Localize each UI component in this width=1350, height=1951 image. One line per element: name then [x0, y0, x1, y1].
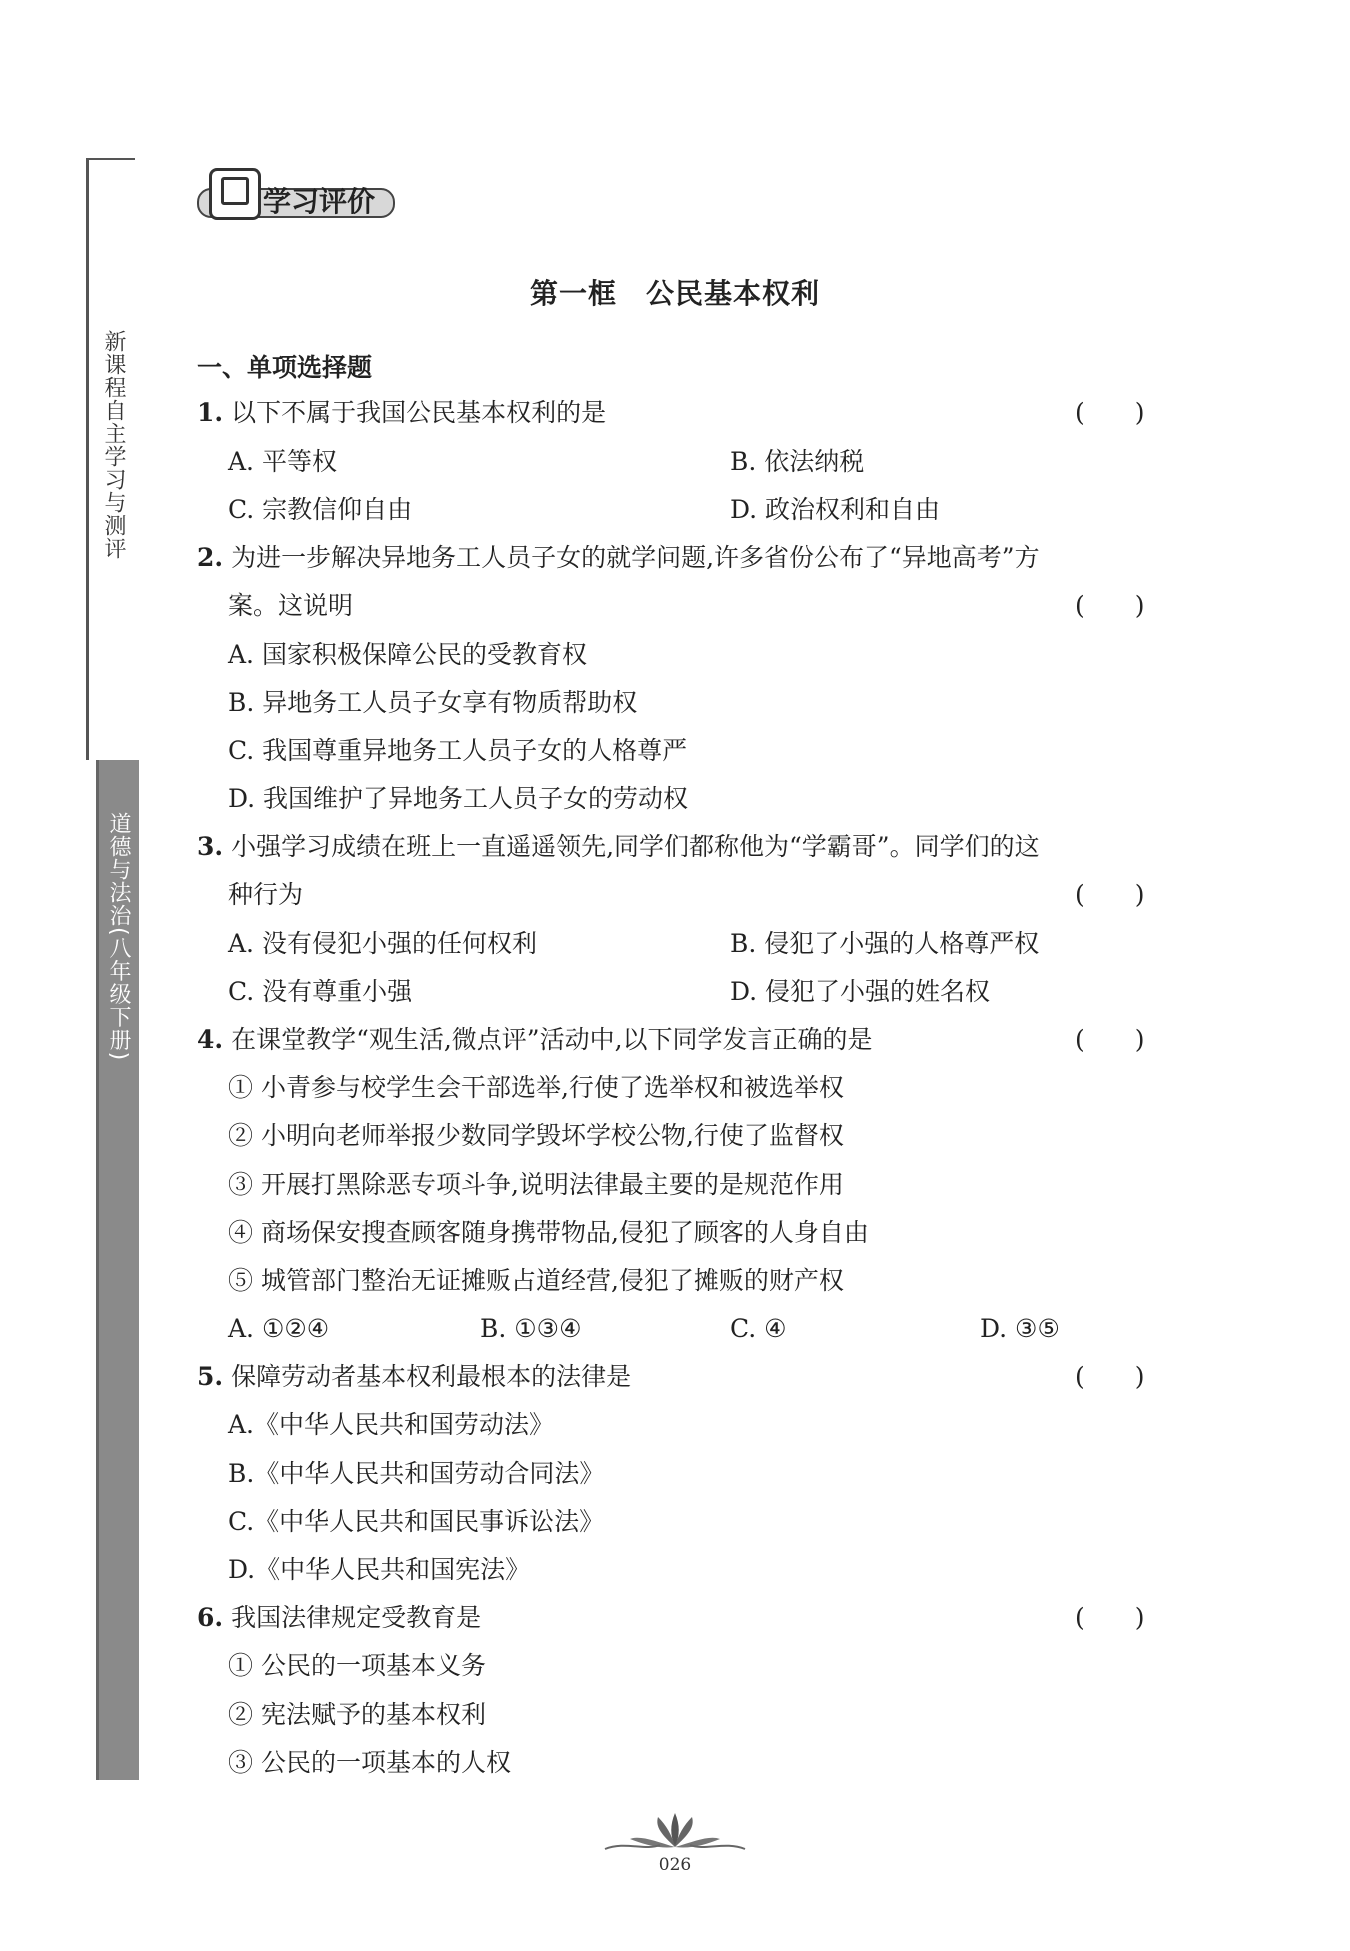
answer-blank: ( ) — [1075, 1603, 1145, 1632]
question-number: 1. — [197, 398, 224, 427]
section-heading: 一、单项选择题 — [197, 353, 373, 382]
question-text: 为进一步解决异地务工人员子女的就学问题,许多省份公布了“异地高考”方 — [231, 543, 1040, 572]
option: D.《中华人民共和国宪法》 — [228, 1555, 531, 1584]
option: B. 依法纳税 — [730, 447, 865, 476]
question-text-continued: 案。这说明 — [228, 591, 354, 620]
floppy-disk-icon — [209, 168, 261, 220]
option: A.《中华人民共和国劳动法》 — [228, 1410, 555, 1439]
statement-item: ⑤ 城管部门整治无证摊贩占道经营,侵犯了摊贩的财产权 — [228, 1266, 844, 1295]
statement-item: ④ 商场保安搜查顾客随身携带物品,侵犯了顾客的人身自由 — [228, 1218, 869, 1247]
statement-item: ③ 开展打黑除恶专项斗争,说明法律最主要的是规范作用 — [228, 1170, 844, 1199]
statement-item: ② 小明向老师举报少数同学毁坏学校公物,行使了监督权 — [228, 1121, 844, 1150]
question-2-stem — [197, 543, 1040, 573]
answer-blank: ( ) — [1075, 1025, 1145, 1054]
side-tab-subject-label: 道德与法治(八年级下册) — [106, 812, 131, 1062]
statement-item: ① 小青参与校学生会干部选举,行使了选举权和被选举权 — [228, 1073, 844, 1102]
question-6-stem — [197, 1603, 481, 1633]
option: D. 侵犯了小强的姓名权 — [730, 977, 991, 1006]
option: D. 政治权利和自由 — [730, 495, 941, 524]
option: A. ①②④ — [228, 1314, 330, 1343]
option: B. ①③④ — [480, 1314, 582, 1343]
question-5-stem — [197, 1362, 631, 1392]
option: A. 没有侵犯小强的任何权利 — [228, 929, 537, 958]
banner-label: 学习评价 — [263, 185, 376, 218]
floral-ornament-icon — [600, 1805, 750, 1855]
question-text: 小强学习成绩在班上一直遥遥领先,同学们都称他为“学霸哥”。同学们的这 — [231, 832, 1040, 861]
answer-blank: ( ) — [1075, 880, 1145, 909]
answer-blank: ( ) — [1075, 1362, 1145, 1391]
question-3-stem — [197, 832, 1040, 862]
page-number: 026 — [658, 1855, 692, 1875]
question-number: 3. — [197, 832, 224, 861]
option: A. 平等权 — [228, 447, 337, 476]
statement-item: ② 宪法赋予的基本权利 — [228, 1700, 486, 1729]
answer-blank: ( ) — [1075, 398, 1145, 427]
option: C. 宗教信仰自由 — [228, 495, 413, 524]
option: B. 异地务工人员子女享有物质帮助权 — [228, 688, 638, 717]
question-number: 4. — [197, 1025, 224, 1054]
question-number: 2. — [197, 543, 224, 572]
question-number: 5. — [197, 1362, 224, 1391]
option: B.《中华人民共和国劳动合同法》 — [228, 1459, 605, 1488]
question-1-stem — [197, 398, 606, 428]
option: C. 我国尊重异地务工人员子女的人格尊严 — [228, 736, 688, 765]
answer-blank: ( ) — [1075, 591, 1145, 620]
question-text: 我国法律规定受教育是 — [231, 1603, 482, 1632]
option: D. 我国维护了异地务工人员子女的劳动权 — [228, 784, 689, 813]
statement-item: ③ 公民的一项基本的人权 — [228, 1748, 511, 1777]
question-text: 以下不属于我国公民基本权利的是 — [231, 398, 607, 427]
question-number: 6. — [197, 1603, 224, 1632]
option: B. 侵犯了小强的人格尊严权 — [730, 929, 1040, 958]
side-tab-series-label: 新课程自主学习与测评 — [101, 330, 126, 560]
statement-item: ① 公民的一项基本义务 — [228, 1651, 486, 1680]
question-text: 保障劳动者基本权利最根本的法律是 — [231, 1362, 632, 1391]
question-text-continued: 种行为 — [228, 880, 304, 909]
question-text: 在课堂教学“观生活,微点评”活动中,以下同学发言正确的是 — [231, 1025, 873, 1054]
option: A. 国家积极保障公民的受教育权 — [228, 640, 587, 669]
option: C. ④ — [730, 1314, 787, 1343]
page-title: 第一框 公民基本权利 — [529, 277, 820, 310]
option: D. ③⑤ — [980, 1314, 1060, 1343]
section-banner — [193, 168, 393, 220]
option: C. 没有尊重小强 — [228, 977, 413, 1006]
option: C.《中华人民共和国民事诉讼法》 — [228, 1507, 605, 1536]
question-4-stem — [197, 1025, 873, 1055]
